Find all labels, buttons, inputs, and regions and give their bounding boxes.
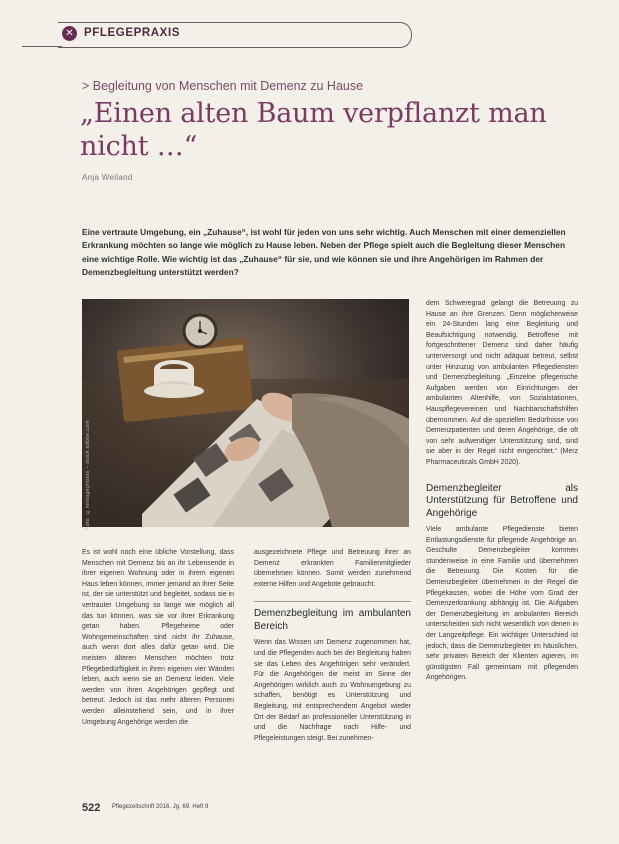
photo-credit: Foto: ©mimagephotos – stock.adobe.com [85, 420, 91, 530]
article-author: Anja Weiland [82, 173, 133, 182]
subheading: Demenzbegleiter als Unterstützung für Betroffene und Angehörige [426, 482, 578, 519]
paragraph: Wenn das Wissen um Demenz zugenommen hat, und die Pflegenden auch bei der Begleitung haben sie das Leben des Angehörigen sehr verändert. Für die Angehörigen die meist im Sinne der Angehörigen wirklich auch zu Wohnumgebung zu schaffen, benötigt es Unterstützung und Begleitung, mit entsprechendem Angebot wieder Ort der Bedarf an professioneller Unterstützung in und die Nachfrage nach Hilfe- und Pflegeleistungen steigt. Bei zunehmen- [254, 639, 411, 742]
page-number: 522 [82, 802, 101, 814]
article-lead: Eine vertraute Umgebung, ein „Zuhause“, ist wohl für jeden von uns sehr wichtig. Auch Menschen mit einer demenziellen Erkrankung möchten so lange wie möglich zu Hause leben. Neben der Pflege spielt auch die Begleitung dieser Menschen eine wichtige Rolle. Wie wichtig ist das „Zuhause“ für sie, und wie können sie und ihre Angehörigen im Rahmen der Demenzbegleitung unterstützt werden? [82, 227, 566, 278]
column-divider [254, 601, 411, 602]
header-rule [22, 46, 62, 47]
subheading: Demenzbegleitung im ambulanten Bereich [254, 608, 411, 632]
article-kicker: > Begleitung von Menschen mit Demenz zu Hause [82, 79, 364, 93]
article-column-1 [82, 548, 234, 728]
paragraph: Viele ambulante Pflegedienste bieten Entlastungsdienste für pflegende Angehörige an. Geschulte Demenzbegleiter kommen stundenweise in eine Familie und übernehmen die Betreuung. Die Kosten für die Demenzbegleiter übernehmen in der Regel die Pflegekassen, wobei die Höhe vom Grad der Demenzerkrankung abhängig ist. Die Aufgaben der Demenzbegleitung im ambulanten Bereich unterscheiden sich nicht wesentlich von denen in der Langzeitpflege. Ein wichtiger Unterschied ist jedoch, dass die Demenzbegleiter im häuslichen, sehr privaten Bereich der Klienten agieren, im günstigsten Fall gemeinsam mit pflegenden Angehörigen. [426, 526, 578, 682]
paragraph: Es ist wohl noch eine übliche Vorstellung, dass Menschen mit Demenz bis an ihr Lebensende in ihrer eigenen Wohnung oder in ihrem eigenen Haus leben können, immer jemand an ihrer Seite ist, der sie unterstützt und begleitet, sodass sie in vertrauter Umgebung so lange wie möglich all das tun können, was sie vor ihrer Erkrankung getan haben. Pflegeheime oder Wohngemeinschaften sind nicht ihr Zuhause, auch wenn dort alles dafür getan wird. Die meisten älteren Menschen möchten trotz Pflegebedürftigkeit in ihren eigenen vier Wänden leben, auch wenn sie an Demenz leiden. Viele werden von ihren Angehörigen gepflegt und betreut. Jedoch ist das mehr älteren Personen werden alleinstehend sein, und in ihrer Umgebung Angehörige werden die [82, 549, 234, 726]
article-column-3 [426, 299, 578, 684]
photo-illustration [82, 299, 409, 527]
section-label: PFLEGEPRAXIS [84, 27, 181, 39]
article-photo [82, 299, 409, 527]
article-headline: „Einen alten Baum verpflanzt man nicht …“ [80, 98, 547, 162]
x-circle-icon: ✕ [62, 26, 77, 41]
article-column-2 [254, 548, 411, 744]
journal-citation: Pflegezeitschrift 2016, Jg. 69, Heft 9 [112, 804, 209, 810]
paragraph: ausgezeichnete Pflege und Betreuung ihrer an Demenz erkrankten Familienmitglieder übernehmen können. Somit werden zunehmend externe Hilfen und Angebote gebraucht. [254, 549, 411, 588]
paragraph: dem Schweregrad gelangt die Betreuung zu Hause an ihre Grenzen. Denn möglicherweise ein 24-Stunden lang eine Begleitung und Beaufsichtigung notwendig. Betroffene mit fortgeschrittener Demenz sind daher häufig unterversorgt und nicht adäquat betreut, selbst unter Hinzuzug von ambulanten Pflegediensten und Demenzbegleitung. „Einzelne pflegerische Aufgaben werden von Einrichtungen der ambulanten Altenhilfe, von Sozialstationen, Hauspflegevereinen und Nachbarschaftshilfen übernommen. Auf die speziellen Bedürfnisse von Demenzpatienten und deren Angehörige, die oft von sehr aufwendiger Unterstützung sind, sind sie aber in der Regel nicht eingerichtet.“ (Merz Pharmaceuticals GmbH 2020). [426, 300, 578, 466]
